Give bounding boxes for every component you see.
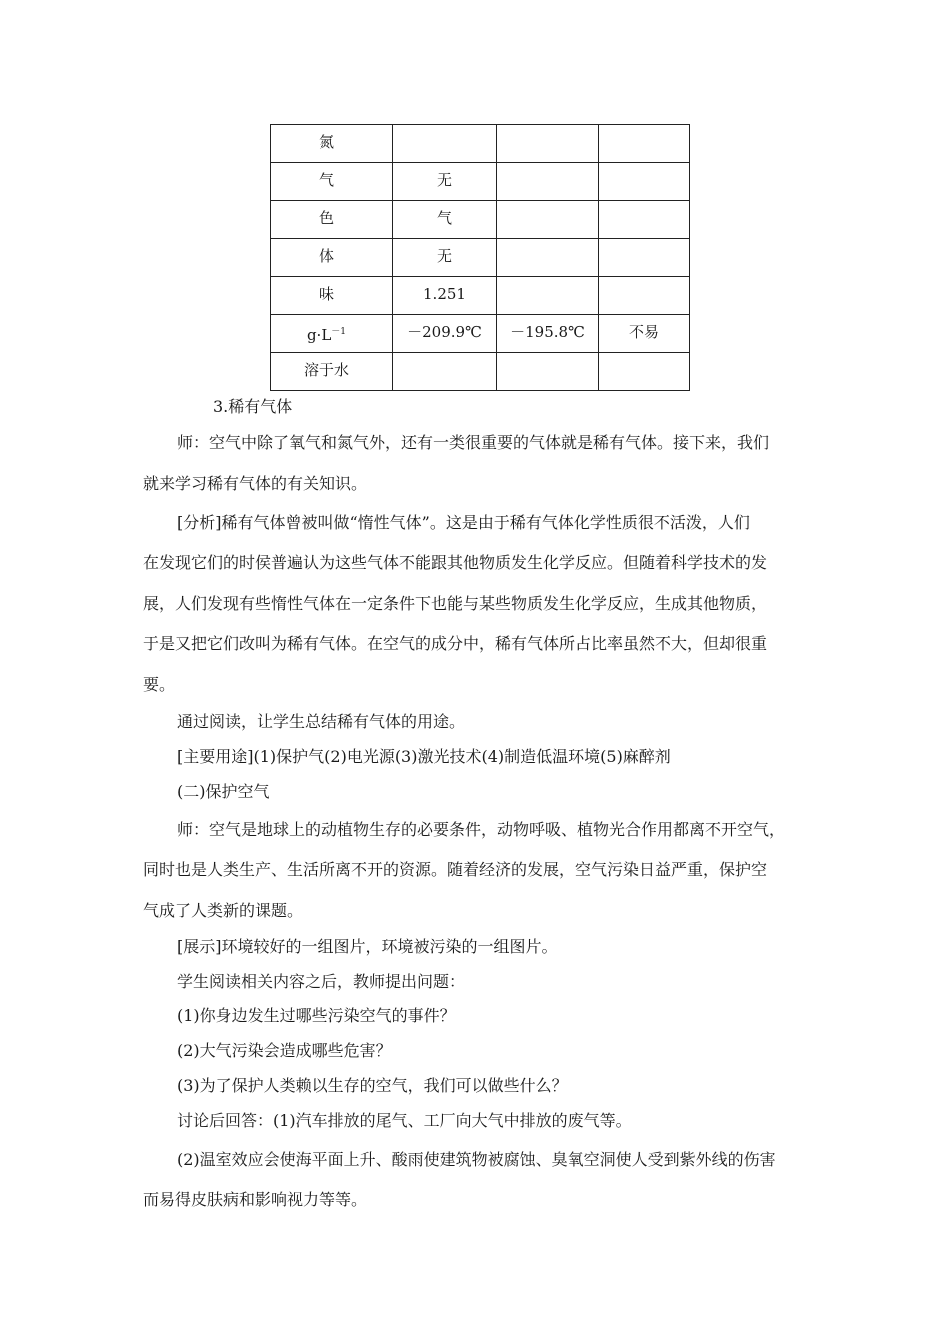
paragraph-display: [展示]环境较好的一组图片，环境被污染的一组图片。: [177, 937, 558, 956]
table-cell: [599, 353, 690, 391]
table-cell: [271, 315, 393, 353]
table-cell: －195.8℃: [497, 315, 599, 353]
table-cell: 氮: [271, 125, 393, 163]
table-cell: 无: [393, 239, 497, 277]
table-row: [271, 163, 690, 201]
paragraph-teacher-intro-1: 师：空气中除了氧气和氮气外，还有一类很重要的气体就是稀有气体。接下来，我们: [177, 433, 770, 452]
table-cell: [497, 277, 599, 315]
table-cell: 体: [271, 239, 393, 277]
table-row: [271, 239, 690, 277]
heading-protect-air: (二)保护空气: [177, 782, 270, 801]
unit-base: g·L: [306, 326, 332, 344]
table-row: [271, 277, 690, 315]
table-cell: [497, 201, 599, 239]
table-cell: 溶于水: [271, 353, 393, 391]
table-cell: [497, 353, 599, 391]
paragraph-teacher-intro-2: 就来学习稀有气体的有关知识。: [143, 474, 368, 493]
table-cell: 味: [271, 277, 393, 315]
table-cell: [393, 125, 497, 163]
paragraph-reading: 通过阅读，让学生总结稀有气体的用途。: [177, 712, 466, 731]
question-1: (1)你身边发生过哪些污染空气的事件？: [177, 1006, 456, 1025]
heading-rare-gas: 3.稀有气体: [213, 397, 293, 416]
paragraph-main-uses: [主要用途](1)保护气(2)电光源(3)激光技术(4)制造低温环境(5)麻醉剂: [177, 747, 671, 766]
paragraph-protect-3: 气成了人类新的课题。: [143, 901, 304, 920]
table-cell: [599, 201, 690, 239]
table-row: [271, 353, 690, 391]
table-cell: [599, 125, 690, 163]
table-cell: [497, 125, 599, 163]
paragraph-student-reading: 学生阅读相关内容之后，教师提出问题：: [177, 972, 466, 991]
answer-2-line-1: (2)温室效应会使海平面上升、酸雨使建筑物被腐蚀、臭氧空洞使人受到紫外线的伤害: [177, 1150, 776, 1169]
paragraph-analysis-5: 要。: [143, 675, 176, 694]
table-cell: 1.251: [393, 277, 497, 315]
nitrogen-properties-table: [270, 124, 690, 391]
answer-1: 讨论后回答：(1)汽车排放的尾气、工厂向大气中排放的废气等。: [177, 1111, 632, 1130]
paragraph-protect-2: 同时也是人类生产、生活所离不开的资源。随着经济的发展，空气污染日益严重，保护空: [143, 860, 768, 879]
paragraph-analysis-2: 在发现它们的时侯普遍认为这些气体不能跟其他物质发生化学反应。但随着科学技术的发: [143, 553, 768, 572]
table-cell: 气: [393, 201, 497, 239]
table-cell: [599, 239, 690, 277]
question-2: (2)大气污染会造成哪些危害？: [177, 1041, 392, 1060]
question-3: (3)为了保护人类赖以生存的空气，我们可以做些什么？: [177, 1076, 568, 1095]
table-row: [271, 201, 690, 239]
table-cell: －209.9℃: [393, 315, 497, 353]
table-row: [271, 315, 690, 353]
table-row: [271, 125, 690, 163]
table-cell: 色: [271, 201, 393, 239]
table-cell: 无: [393, 163, 497, 201]
paragraph-protect-1: 师：空气是地球上的动植物生存的必要条件，动物呼吸、植物光合作用都离不开空气，: [177, 820, 786, 839]
table-cell: [497, 239, 599, 277]
paragraph-analysis-1: [分析]稀有气体曾被叫做“惰性气体”。这是由于稀有气体化学性质很不活泼，人们: [177, 513, 750, 532]
table-cell: [599, 163, 690, 201]
table-cell: [599, 277, 690, 315]
table-cell: [497, 163, 599, 201]
unit-exponent: －1: [331, 327, 347, 337]
answer-2-line-2: 而易得皮肤病和影响视力等等。: [143, 1190, 368, 1209]
paragraph-analysis-4: 于是又把它们改叫为稀有气体。在空气的成分中，稀有气体所占比率虽然不大，但却很重: [143, 634, 768, 653]
table-cell: 不易: [599, 315, 690, 353]
table-cell: 气: [271, 163, 393, 201]
paragraph-analysis-3: 展，人们发现有些惰性气体在一定条件下也能与某些物质发生化学反应，生成其他物质，: [143, 594, 768, 613]
table-cell: [393, 353, 497, 391]
